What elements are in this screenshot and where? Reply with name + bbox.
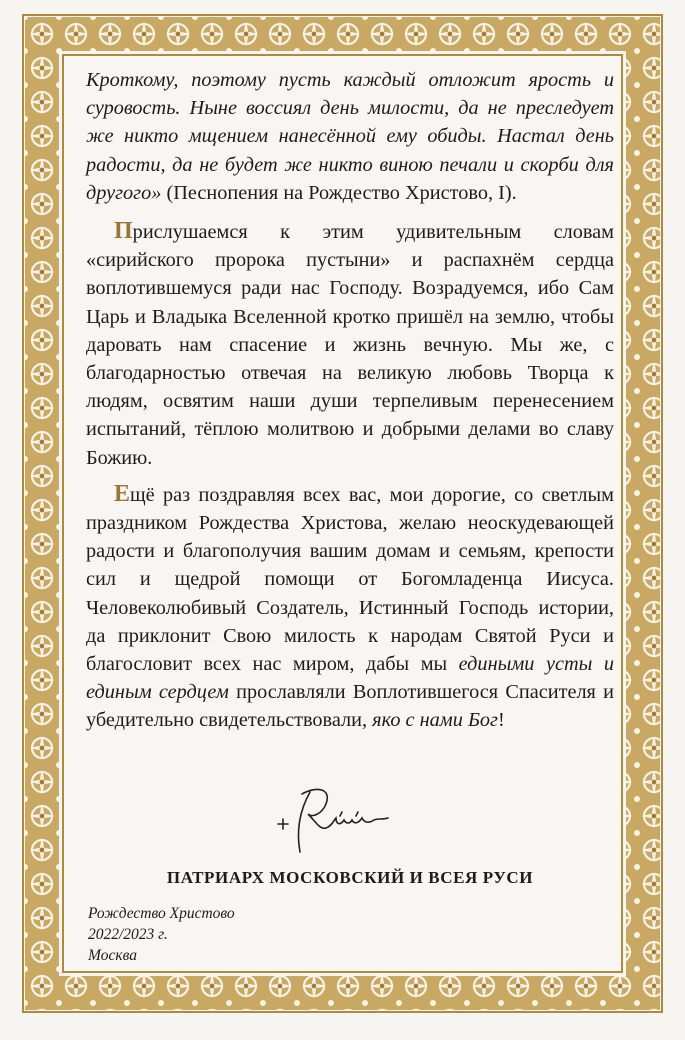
paragraph-3-italic-2: яко с нами Бог [372, 709, 498, 732]
footer-city: Москва [88, 947, 137, 964]
paragraph-3 [86, 480, 614, 735]
paragraph-3-text-1: щё раз поздравляя всех вас, мои дорогие, со светлым праздником Рождества Христова, желаю неоскудевающей радости и благополучия вашим домам и семьям, крепости сил и щедрой помощи от Богомладенца Иисуса. Человеколюбивый Создатель, Истинный Господь истории, да приклонит Свою милость к народам Святой Руси и благословит всех нас миром, дабы мы [86, 483, 614, 676]
paragraph-3-text-2: прославляли Воплотившегося Спасителя и убедительно свидетельствовали, [86, 681, 614, 732]
signatory-title: ПАТРИАРХ МОСКОВСКИЙ И ВСЕЯ РУСИ [166, 868, 534, 887]
footer-occasion: Рождество Христово [88, 905, 235, 922]
paragraph-2-text: рислушаемся к этим удивительным словам «сирийского пророка пустыни» и распахнём сердца воплотившемуся ради нас Господу. Возрадуемся, ибо Сам Царь и Владыка Вселенной кротко пришёл на землю, чтобы даровать нам спасение и жизнь вечную. Мы же, с благодарностью отвечая на великую любовь Творца к людям, освятим наши души терпеливым перенесением испытаний, тёплою молитвою и добрыми делами во славу Божию. [86, 221, 614, 469]
paragraph-2 [86, 217, 614, 472]
paragraph-1-tail: (Песнопения на Рождество Христово, I). [161, 181, 517, 204]
paragraph-1 [86, 66, 614, 207]
drop-cap-e: Е [114, 480, 131, 507]
date-place-block [88, 903, 235, 966]
handwritten-signature [270, 780, 420, 860]
paragraph-1-italic: Кроткому, поэтому пусть каждый отложит ярость и суровость. Ныне воссиял день милости, да не преследует же никто мщением нанесённой ему обиды. Настал день радости, да не будет же никто виною печали и скорби для другого» [86, 69, 614, 204]
letter-body [86, 66, 614, 735]
drop-cap-p: П [114, 218, 133, 245]
footer-year: 2022/2023 г. [88, 926, 168, 943]
paragraph-3-italic-1: едиными усты и единым сердцем [86, 653, 614, 704]
paragraph-3-end: ! [497, 709, 505, 732]
